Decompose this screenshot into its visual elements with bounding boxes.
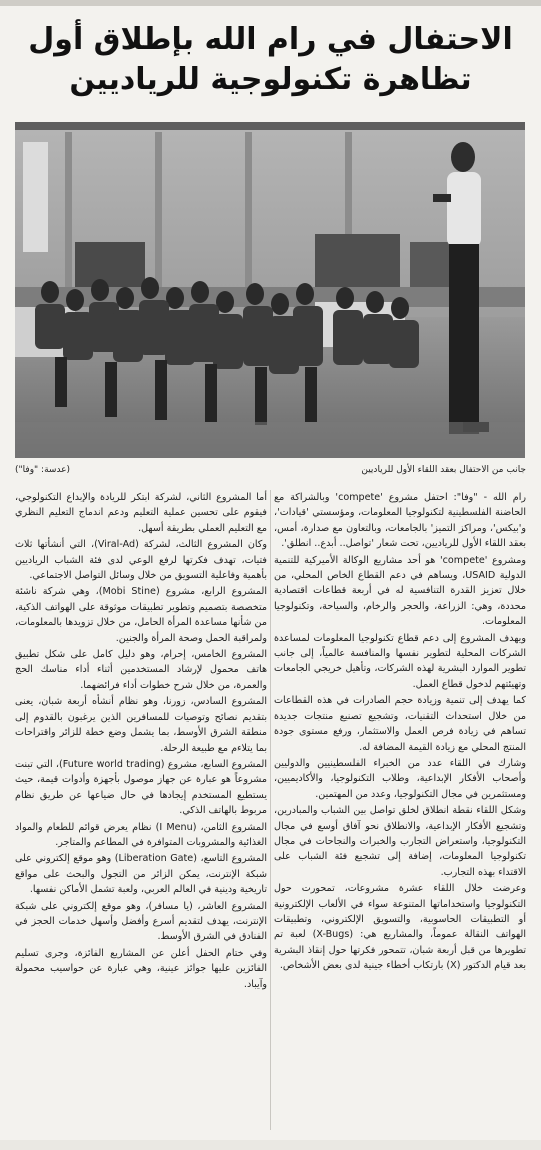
paragraph: المشروع التاسع، (Liberation Gate) وهو موقع إلكتروني على شبكة الإنترنت، يمكن الزائر من التجول والبحث على مواقع تاريخية ودينية في العالم العربي، ولعبة تشمل الأماكن نفسها. [15, 853, 267, 896]
paragraph: أما المشروع الثاني، لشركة ابتكر للريادة والإبداع التكنولوجي، فيقوم على تحسين عملية التعليم ودعم اندماج التعليم النظري مع التعليم العملي بطريقة أسهل. [15, 492, 267, 534]
paragraph: كما يهدف إلى تنمية وزيادة حجم الصادرات في هذه القطاعات من خلال استحداث التقنيات، وتشجيع تصنيع منتجات جديدة تساهم في زيادة فرص العمل والاستثمار، ورفع مستوى جودة المنتج المحلي مع زيادة القيمة المضافة له. [274, 695, 526, 753]
paragraph: المشروع الخامس، إحرام، وهو دليل كامل على شكل تطبيق هاتف محمول لإرشاد المستخدمين أثناء أداء مناسك الحج والعمرة، من خلال شرح خطوات أداء فرائضهما. [15, 649, 267, 691]
paragraph: ومشروع 'compete' هو أحد مشاريع الوكالة الأميركية للتنمية الدولية USAID، ويساهم في دعم القطاع الخاص المحلي، من خلال تعزيز القدرة التنافسية له في أربعة قطاعات اقتصادية محددة، وهي: الزراعة، والحجر والرخام، والسياحة، وتكنولوجيا المعلومات. [274, 554, 526, 628]
headline-line-1: الاحتفال في رام الله بإطلاق أول [28, 22, 513, 57]
column-divider [270, 490, 271, 1130]
headline [10, 20, 531, 100]
paragraph: رام الله - "وفا": احتفل مشروع 'compete' وبالشراكة مع الحاضنة الفلسطينية لتكنولوجيا المعلومات، ومؤسستي 'قيادات'، و'بيكس'، ومراكز التميز' بالجامعات، وبالتعاون مع صدارة، أمس، بعقد اللقاء الأول للرياديين، تحت شعار 'تواصل.. أبدع.. انطلق'. [274, 492, 527, 550]
headline-line-2: تظاهرة تكنولوجية للرياديين [69, 62, 472, 97]
photo-credit: (عدسة: "وفا") [15, 465, 71, 475]
paragraph: وكان المشروع الثالث، لشركة (Viral-Ad)، التي أنشأتها ثلاث فتيات، تهدف فكرتها لرفع الوعي لدى فئة الشباب الرياديين بأهمية وفاعلية التسويق من خلال وسائل التواصل الاجتماعي. [15, 539, 267, 582]
bottom-rule [0, 1140, 541, 1150]
paragraph: المشروع الثامن، (I Menu) نظام يعرض قوائم للطعام والمواد الغذائية والمشروبات المتوافرة في المطاعم والمتاجر. [15, 821, 267, 848]
top-rule [0, 0, 541, 6]
paragraph: المشروع السابع، مشروع (Future world trading)، التي تبنت مشروعاً هو عبارة عن جهاز موصول بأجهزة وأدوات قيمة، حيث يستطيع المستخدم إيجادها في حال ضياعها عن طريق نظام مربوط بالهاتف الذكي. [15, 758, 267, 817]
paragraph: المشروع الرابع، مشروع (Mobi Stine)، وهي شركة ناشئة متخصصة بتصميم وتطوير تطبيقات موثوقة على الهواتف الذكية، من شأنها مساعدة المرأة الحامل، من خلال تزويدها بالمعلومات، ولمراقبة الحمل وصحة المرأة والجنين. [15, 586, 268, 644]
event-photo [15, 122, 525, 458]
paragraph: وشارك في اللقاء عدد من الخبراء الفلسطينيين والدوليين وأصحاب الأفكار الإبداعية، وطلاب التكنولوجيا، والأكاديميين، ومستثمرين في مجال التكنولوجيا، وعدد من المهتمين. [274, 757, 526, 800]
paragraph: المشروع السادس، زورنا، وهو نظام أنشأه أربعة شبان، يعنى بتقديم نصائح وتوصيات للمسافرين الذين يرغبون بالقدوم إلى منطقة الشرق الأوسط، بما يشمل وضع خطة للزائر واقتراحات بما يتلاءم مع طبيعة الرحلة. [15, 696, 267, 754]
paragraph: المشروع العاشر، (يا مسافر)، وهو موقع إلكتروني على شبكة الإنترنت، يهدف لتقديم أسرع وأفضل وأسهل خدمات الحجز في الفنادق في الشرق الأوسط. [15, 900, 267, 943]
paragraph: وعرضت خلال اللقاء عشرة مشروعات، تمحورت حول التكنولوجيا واستخداماتها المتنوعة سواء في الألعاب الإلكترونية أو التطبيقات الحاسوبية، والتسويق الإلكتروني، وتطبيقات الهواتف النقالة عموماً، والمشاريع هي: (X-Bugs) لعبة تم تطويرها من قبل أربعة شبان، تتمحور فكرتها حول إنقاذ البشرية بعد قيام الدكتور (X) بارتكاب أخطاء جينية لدى بعض الأشخاص. [274, 883, 526, 972]
paragraph: ويهدف المشروع إلى دعم قطاع تكنولوجيا المعلومات لمساعدة الشركات المحلية لتطوير نفسها والمنافسة عالمياً، إلى جانب تطوير الموارد البشرية لهذه الشركات، وتأهيل خريجي الجامعات وتهيئتهم لدخول قطاع العمل. [274, 632, 526, 690]
article-column-left [15, 490, 267, 993]
paragraph: وفي ختام الحفل أعلن عن المشاريع الفائزة، وجرى تسليم الفائزين عليها جوائز عينية، وهي عبارة عن حواسيب محمولة وآيباد. [15, 947, 267, 990]
article-column-right [274, 490, 526, 975]
photo-caption: جانب من الاحتفال بعقد اللقاء الأول للرياديين [361, 465, 526, 475]
photo-caption-bar [15, 462, 526, 478]
paragraph: وشكل اللقاء نقطة انطلاق لخلق تواصل بين الشباب والمبادرين، وتشجيع الأفكار الإبداعية، والانطلاق نحو آفاق أوسع في مجال التكنولوجيا، واستعراض التجارب والخبرات والنجاحات في مجال تكنولوجيا المعلومات، إضافة إلى تشجيع فئة الشباب على الاقتداء بهذه التجارب. [274, 805, 526, 878]
